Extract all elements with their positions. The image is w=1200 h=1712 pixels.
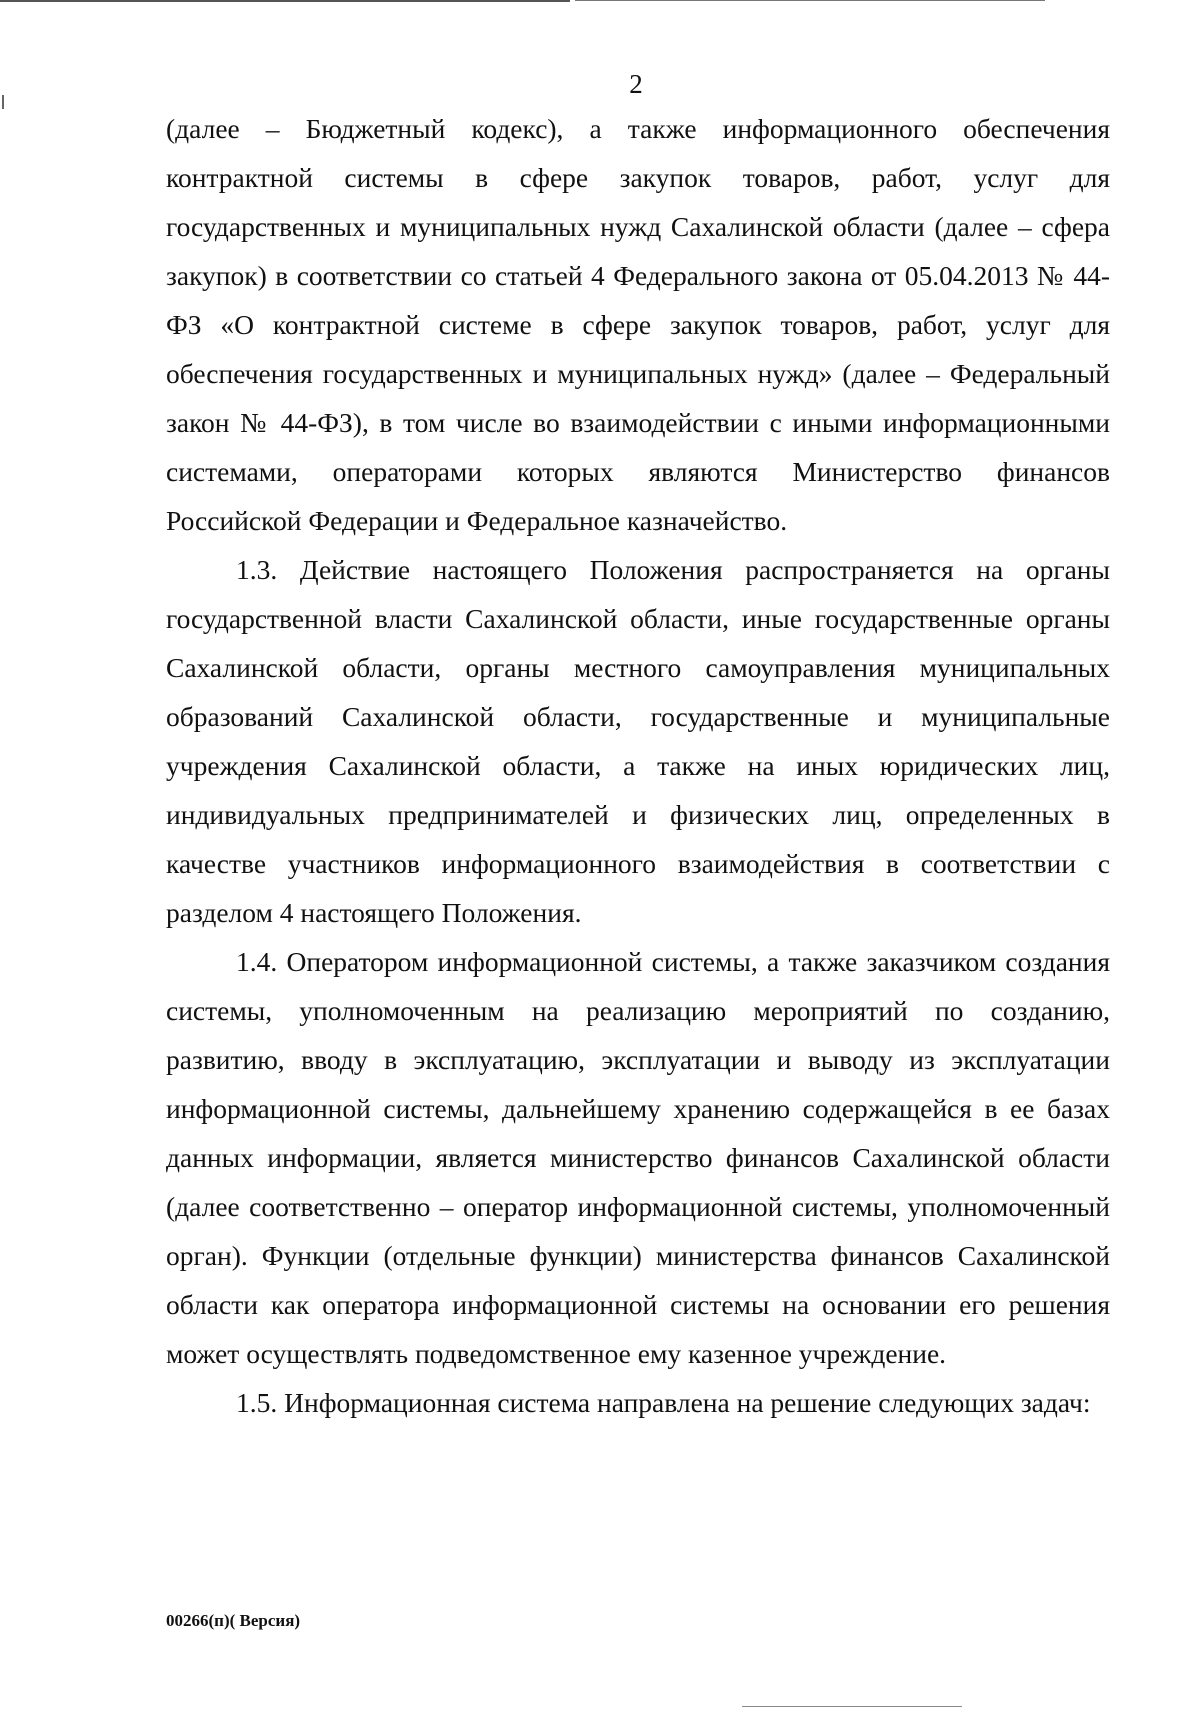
paragraph-continuation: (далее – Бюджетный кодекс), а также информационного обеспечения контрактной системы в сфере закупок товаров, работ, услуг для государственных и муниципальных нужд Сахалинской области (далее – сфера закупок) в соответствии со статьей 4 Федерального закона от 05.04.2013 № 44-ФЗ «О контрактной системе в сфере закупок товаров, работ, услуг для обеспечения государственных и муниципальных нужд» (далее – Федеральный закон № 44-ФЗ), в том числе во взаимодействии с иными информационными системами, операторами которых являются Министерство финансов Российской Федерации и Федеральное казначейство. xyxy=(166,113,1110,536)
page-number: 2 xyxy=(629,69,643,99)
top-edge-rule-secondary xyxy=(575,0,1045,1)
document-body xyxy=(166,104,1110,1427)
paragraph-1-4: 1.4. Оператором информационной системы, а также заказчиком создания системы, уполномоченным на реализацию мероприятий по созданию, развитию, вводу в эксплуатацию, эксплуатации и выводу из эксплуатации информационной системы, дальнейшему хранению содержащейся в ее базах данных информации, является министерство финансов Сахалинской области (далее соответственно – оператор информационной системы, уполномоченный орган). Функции (отдельные функции) министерства финансов Сахалинской области как оператора информационной системы на основании его решения может осуществлять подведомственное ему казенное учреждение. xyxy=(166,946,1110,1369)
footer-document-code: 00266(п)( Версия) xyxy=(166,1611,301,1630)
top-edge-rule xyxy=(0,0,570,2)
bottom-edge-rule xyxy=(742,1706,962,1707)
paragraph-1-3: 1.3. Действие настоящего Положения распространяется на органы государственной власти Сахалинской области, иные государственные органы Сахалинской области, органы местного самоуправления муниципальных образований Сахалинской области, государственные и муниципальные учреждения Сахалинской области, а также на иных юридических лиц, индивидуальных предпринимателей и физических лиц, определенных в качестве участников информационного взаимодействия в соответствии с разделом 4 настоящего Положения. xyxy=(166,554,1110,928)
paragraph-1-5: 1.5. Информационная система направлена на решение следующих задач: xyxy=(236,1387,1091,1418)
